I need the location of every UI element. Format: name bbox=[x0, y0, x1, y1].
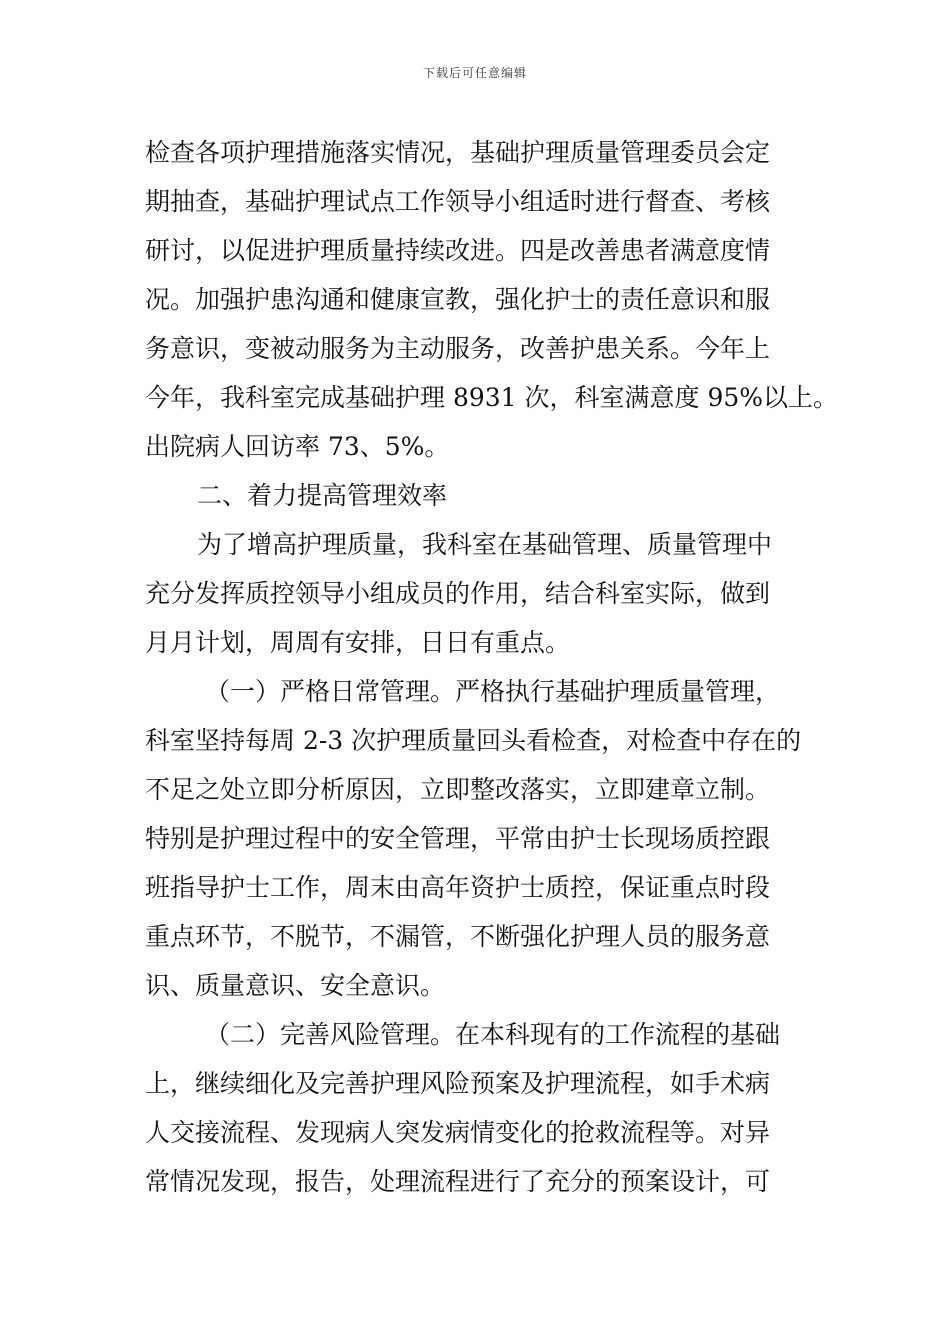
text-line: 检查各项护理措施落实情况，基础护理质量管理委员会定 bbox=[145, 138, 771, 167]
text-line: 常情况发现，报告，处理流程进行了充分的预案设计，可 bbox=[145, 1167, 771, 1196]
paragraph-start: 为了增高护理质量，我科室在基础管理、质量管理中 bbox=[197, 530, 773, 559]
text-line: 科室坚持每周 2-3 次护理质量回头看检查，对检查中存在的 bbox=[145, 726, 802, 755]
text-line: 况。加强护患沟通和健康宣教，强化护士的责任意识和服 bbox=[145, 285, 771, 314]
document-body bbox=[145, 128, 839, 1206]
text-line: 特别是护理过程中的安全管理，平常由护士长现场质控跟 bbox=[145, 824, 771, 853]
text-line: 充分发挥质控领导小组成员的作用，结合科室实际，做到 bbox=[145, 579, 771, 608]
text-line: 务意识，变被动服务为主动服务，改善护患关系。今年上 bbox=[145, 334, 771, 363]
text-line: 不足之处立即分析原因，立即整改落实，立即建章立制。 bbox=[145, 775, 771, 804]
page-header: 下载后可任意编辑 bbox=[422, 66, 527, 80]
section-heading: 二、着力提高管理效率 bbox=[197, 481, 448, 510]
text-line: 期抽查，基础护理试点工作领导小组适时进行督查、考核 bbox=[145, 187, 771, 216]
text-line: 出院病人回访率 73、5%。 bbox=[145, 432, 450, 461]
text-line: 上，继续细化及完善护理风险预案及护理流程，如手术病 bbox=[145, 1069, 771, 1098]
text-line: 班指导护士工作，周末由高年资护士质控，保证重点时段 bbox=[145, 873, 771, 902]
text-line: 重点环节，不脱节，不漏管，不断强化护理人员的服务意 bbox=[145, 922, 771, 951]
subsection-start: （二）完善风险管理。在本科现有的工作流程的基础 bbox=[205, 1020, 781, 1049]
subsection-start: （一）严格日常管理。严格执行基础护理质量管理， bbox=[205, 677, 781, 706]
text-line: 月月计划，周周有安排，日日有重点。 bbox=[145, 628, 571, 657]
text-line: 识、质量意识、安全意识。 bbox=[145, 971, 446, 1000]
text-line: 人交接流程、发现病人突发病情变化的抢救流程等。对异 bbox=[145, 1118, 771, 1147]
text-line: 今年，我科室完成基础护理 8931 次，科室满意度 95%以上。 bbox=[145, 383, 839, 412]
text-line: 研讨，以促进护理质量持续改进。四是改善患者满意度情 bbox=[145, 236, 771, 265]
